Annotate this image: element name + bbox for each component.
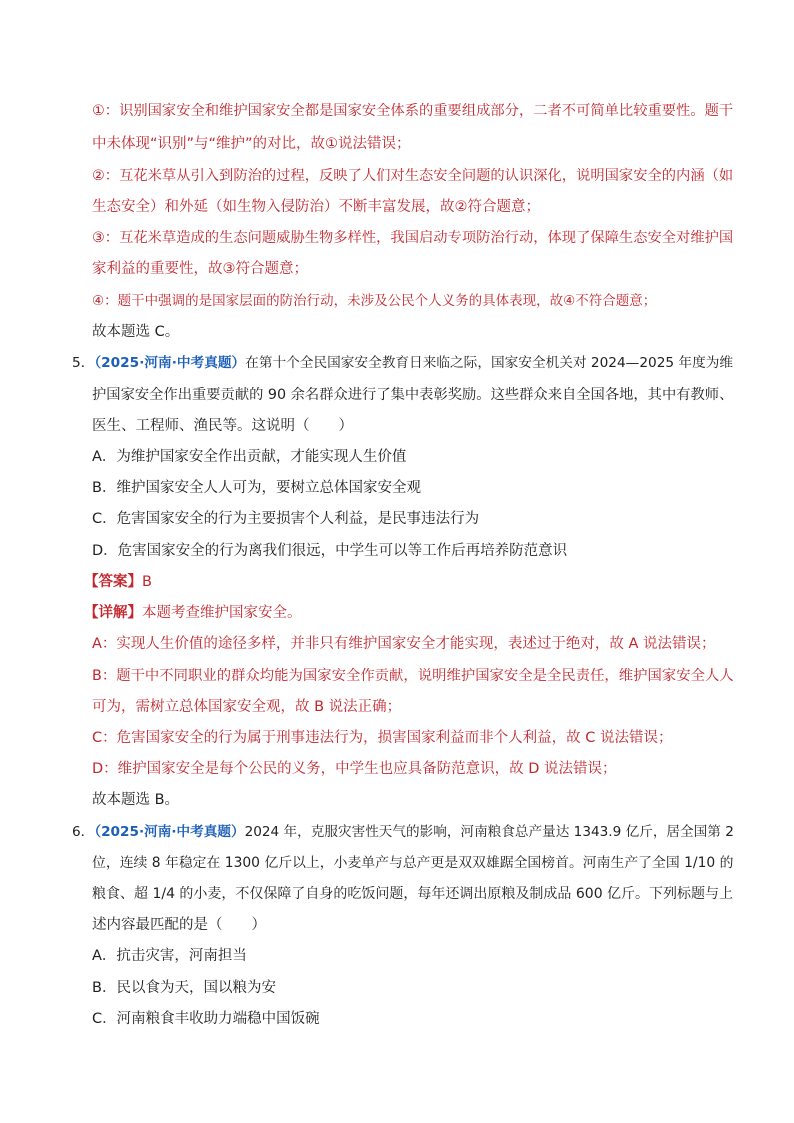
analysis-q4-line-1: ①：识别国家安全和维护国家安全都是国家安全体系的重要组成部分，二者不可简单比较重要性。题干	[92, 103, 734, 119]
explain-b-line-2: 可为，需树立总体国家安全观，故 B 说法正确；	[92, 699, 402, 715]
analysis-q4-line-6: 家利益的重要性，故③符合题意；	[92, 261, 308, 277]
analysis-q4-line-2: 中未体现“识别”与“维护”的对比，故①说法错误；	[92, 136, 411, 152]
option-b: B．维护国家安全人人可为，要树立总体国家安全观	[92, 480, 421, 496]
question-text: 在第十个全民国家安全教育日来临之际，国家安全机关对 2024—2025 年度为维	[245, 355, 734, 371]
analysis-q4-line-4: 生态安全）和外延（如生物入侵防治）不断丰富发展，故②符合题意；	[92, 199, 540, 215]
question-6-stem-line-2: 位，连续 8 年稳定在 1300 亿斤以上，小麦单产与总产更是双双雄踞全国榜首。河南生产了全国 1/10 的	[92, 855, 734, 871]
analysis-q4-line-3: ②：互花米草从引入到防治的过程，反映了人们对生态安全问题的认识深化，说明国家安全的内涵（如	[92, 168, 734, 184]
option-c: C．危害国家安全的行为主要损害个人利益，是民事违法行为	[92, 511, 480, 527]
question-5-stem-line-2: 护国家安全作出重要贡献的 90 余名群众进行了集中表彰奖励。这些群众来自全国各地，其中有教师、	[92, 387, 734, 403]
question-6-stem-line-3: 粮食、超 1/4 的小麦，不仅保障了自身的吃饭问题，每年还调出原粮及制成品 600 亿斤。下列标题与上	[92, 886, 734, 902]
analysis-q4-line-7: ④：题干中强调的是国家层面的防治行动，未涉及公民个人义务的具体表现，故④不符合题意；	[92, 293, 657, 309]
question-text: 2024 年，克服灾害性天气的影响，河南粮食总产量达 1343.9 亿斤，居全国第 2	[244, 824, 734, 840]
question-6-stem-line-4: 述内容最匹配的是（ ）	[92, 917, 266, 933]
question-number: 6．	[72, 824, 95, 840]
option-a: A．为维护国家安全作出贡献，才能实现人生价值	[92, 449, 407, 465]
q5-conclusion: 故本题选 B。	[92, 792, 180, 808]
answer-label: 【答案】	[84, 574, 142, 590]
q4-conclusion: 故本题选 C。	[92, 324, 180, 340]
detail-line	[84, 603, 302, 623]
explain-a: A：实现人生价值的途径多样，并非只有维护国家安全才能实现，表述过于绝对，故 A 说法错误；	[92, 636, 716, 652]
question-5-stem-line-3: 医生、工程师、渔民等。这说明（ ）	[92, 418, 353, 434]
detail-text: 本题考查维护国家安全。	[142, 605, 302, 621]
option-d: D．危害国家安全的行为离我们很远，中学生可以等工作后再培养防范意识	[92, 543, 568, 559]
detail-label: 【详解】	[84, 605, 142, 621]
explain-d: D：维护国家安全是每个公民的义务，中学生也应具备防范意识，故 D 说法错误；	[92, 761, 617, 777]
answer-value: B	[142, 574, 152, 590]
explain-c: C：危害国家安全的行为属于刑事违法行为，损害国家利益而非个人利益，故 C 说法错误；	[92, 730, 673, 746]
analysis-q4-line-5: ③：互花米草造成的生态问题威胁生物多样性，我国启动专项防治行动，体现了保障生态安全对维护国	[92, 230, 734, 246]
question-5-stem-line-1	[72, 353, 733, 373]
option-b: B．民以食为天，国以粮为安	[92, 980, 276, 996]
question-source: （2025·河南·中考真题）	[94, 355, 246, 371]
option-a: A．抗击灾害，河南担当	[92, 948, 247, 964]
question-source: （2025·河南·中考真题）	[94, 824, 245, 840]
question-6-stem-line-1	[72, 822, 734, 842]
option-c: C．河南粮食丰收助力端稳中国饭碗	[92, 1011, 320, 1027]
question-number: 5．	[72, 355, 95, 371]
explain-b-line-1: B：题干中不同职业的群众均能为国家安全作贡献，说明维护国家安全是全民责任，维护国家安全人人	[92, 668, 734, 684]
answer-line	[84, 572, 152, 592]
